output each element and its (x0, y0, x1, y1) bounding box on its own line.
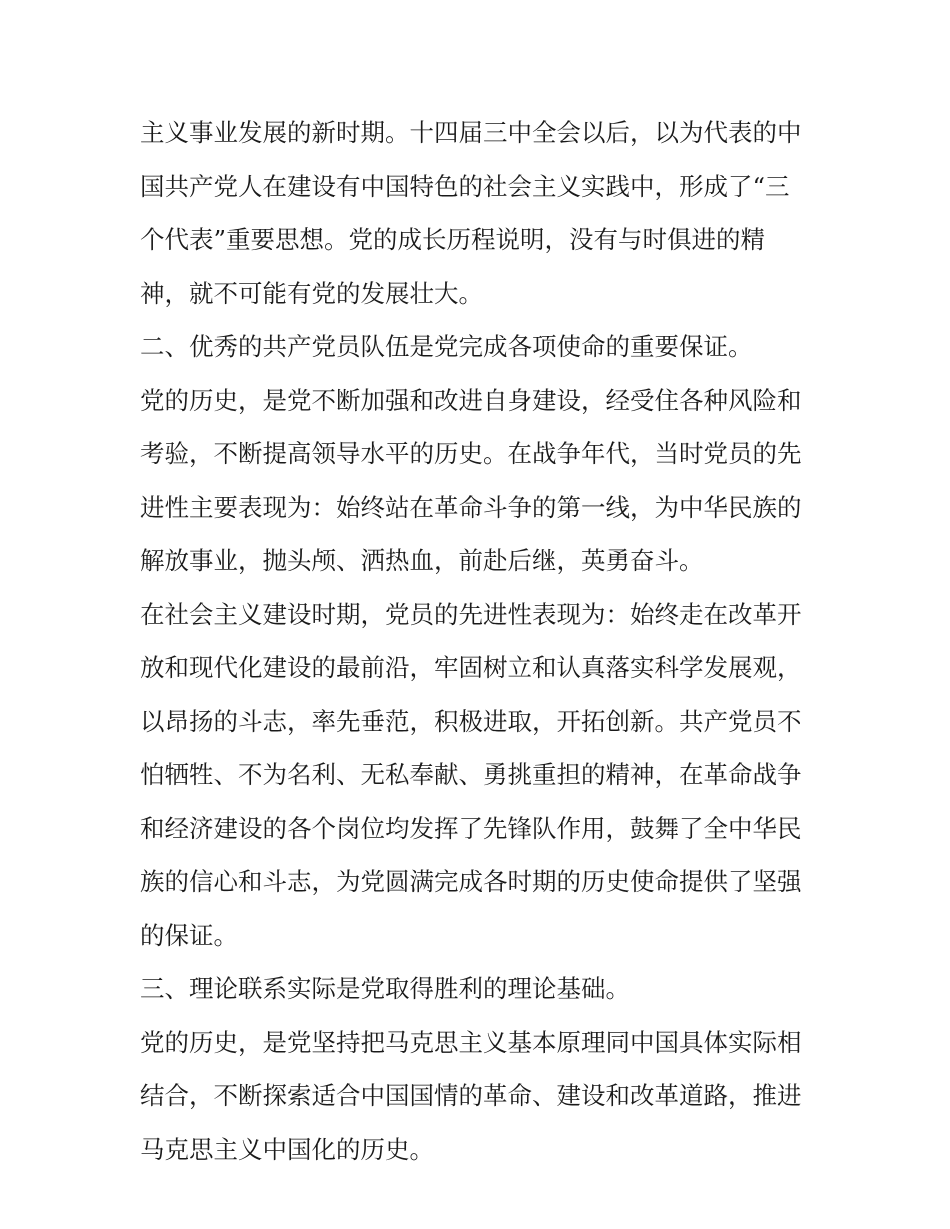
text-line: 解放事业，抛头颅、洒热血，前赴后继，英勇奋斗。 (140, 546, 704, 575)
text-line: 党的历史，是党不断加强和改进自身建设，经受住各种风险和 (140, 385, 802, 415)
section-heading-3: 三、理论联系实际是党取得胜利的理论基础。 (140, 974, 630, 1003)
text-line: 族的信心和斗志，为党圆满完成各时期的历史使命提供了坚强 (140, 867, 802, 896)
text-line: 考验，不断提高领导水平的历史。在战争年代，当时党员的先 (140, 439, 802, 468)
text-line: 党的历史，是党坚持把马克思主义基本原理同中国具体实际相 (140, 1027, 802, 1057)
text-line: 马克思主义中国化的历史。 (140, 1134, 434, 1164)
text-line: 进性主要表现为：始终站在革命斗争的第一线，为中华民族的 (140, 492, 802, 522)
text-line: 和经济建设的各个岗位均发挥了先锋队作用，鼓舞了全中华民 (140, 813, 802, 843)
text-line: 国共产党人在建设有中国特色的社会主义实践中，形成了“三 (140, 171, 790, 201)
text-line: 以昂扬的斗志，率先垂范，积极进取，开拓创新。共产党员不 (140, 706, 802, 736)
text-line: 神，就不可能有党的发展壮大。 (140, 278, 483, 308)
text-line: 结合，不断探索适合中国国情的革命、建设和改革道路，推进 (140, 1081, 802, 1110)
document-body (140, 106, 820, 1176)
text-line: 放和现代化建设的最前沿，牢固树立和认真落实科学发展观， (140, 653, 802, 682)
text-line: 在社会主义建设时期，党员的先进性表现为：始终走在改革开 (140, 599, 802, 629)
text-line: 个代表”重要思想。党的成长历程说明，没有与时俱进的精 (140, 225, 766, 254)
text-line: 怕牺牲、不为名利、无私奉献、勇挑重担的精神，在革命战争 (140, 760, 802, 789)
text-line: 主义事业发展的新时期。十四届三中全会以后，以为代表的中 (140, 118, 802, 147)
section-heading-2: 二、优秀的共产党员队伍是党完成各项使命的重要保证。 (140, 332, 753, 361)
text-line: 的保证。 (140, 920, 238, 950)
